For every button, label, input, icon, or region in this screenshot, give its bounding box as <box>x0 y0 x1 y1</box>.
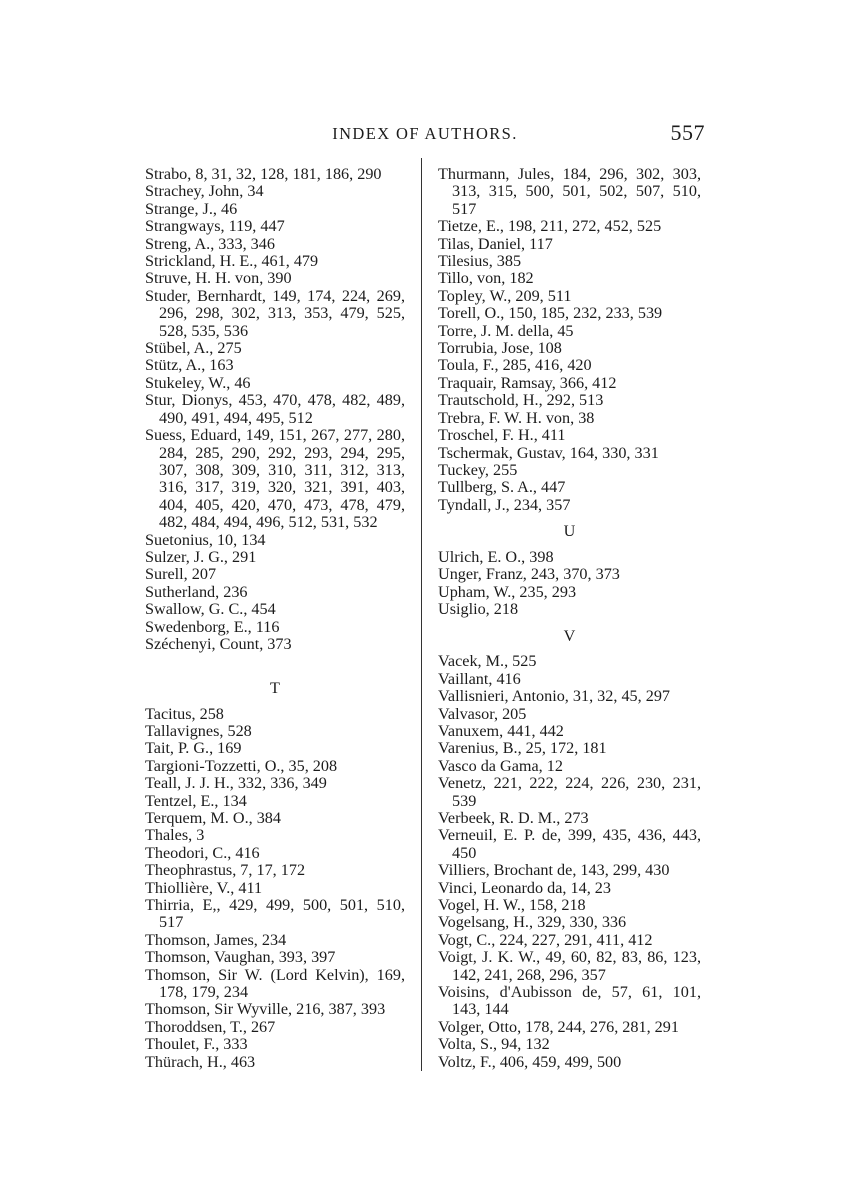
index-entry: Sutherland, 236 <box>145 582 248 601</box>
index-entry: Usiglio, 218 <box>438 600 519 619</box>
running-head <box>145 120 705 150</box>
right-column <box>438 166 701 1071</box>
index-entry: Venetz, 221, 222, 224, 226, 230, 231, 539 <box>438 774 701 810</box>
index-entry: Topley, W., 209, 511 <box>438 286 572 305</box>
index-entry: Swallow, G. C., 454 <box>145 600 276 619</box>
index-entry: Ulrich, E. O., 398 <box>438 547 554 566</box>
index-entry: Thomson, Vaughan, 393, 397 <box>145 948 336 967</box>
index-entry: Thoroddsen, T., 267 <box>145 1017 276 1036</box>
index-entry: Voigt, J. K. W., 49, 60, 82, 83, 86, 123, 142, 241, 268, 296, 357 <box>438 948 701 984</box>
column-divider <box>421 158 422 1071</box>
index-entry: Vasco da Gama, 12 <box>438 756 563 775</box>
index-entry: Thomson, James, 234 <box>145 930 287 949</box>
index-entry: Sulzer, J. G., 291 <box>145 547 257 566</box>
index-entry: Vogel, H. W., 158, 218 <box>438 896 586 915</box>
section-t-entries <box>145 706 405 1072</box>
index-entry: Terquem, M. O., 384 <box>145 809 281 827</box>
index-entry: Torre, J. M. della, 45 <box>438 321 574 340</box>
index-entry: Suetonius, 10, 134 <box>145 530 266 549</box>
index-entry: Surell, 207 <box>145 565 217 584</box>
index-entry: Swedenborg, E., 116 <box>145 617 280 636</box>
index-entry: Vallisnieri, Antonio, 31, 32, 45, 297 <box>438 687 671 706</box>
page-title: INDEX OF AUTHORS. <box>332 124 518 143</box>
index-entry: Streng, A., 333, 346 <box>145 234 275 253</box>
index-entry: Vacek, M., 525 <box>438 652 537 671</box>
index-entry: Theodori, C., 416 <box>145 843 260 862</box>
index-entry: Strabo, 8, 31, 32, 128, 181, 186, 290 <box>145 165 382 183</box>
index-entry: Studer, Bernhardt, 149, 174, 224, 269, 296, 298, 302, 313, 353, 479, 525, 528, 535, 536 <box>145 286 405 340</box>
index-entry: Tuckey, 255 <box>438 460 518 479</box>
index-entry: Tullberg, S. A., 447 <box>438 478 566 497</box>
index-entry: Valvasor, 205 <box>438 704 527 723</box>
index-entry: Thoulet, F., 333 <box>145 1035 248 1054</box>
index-entry: Troschel, F. H., 411 <box>438 426 566 445</box>
index-entry: Vanuxem, 441, 442 <box>438 721 564 740</box>
index-entry: Tallavignes, 528 <box>145 721 252 740</box>
index-entry: Strickland, H. E., 461, 479 <box>145 252 319 271</box>
index-entry: Thurmann, Jules, 184, 296, 302, 303, 313, 315, 500, 501, 502, 507, 510, 517 <box>438 165 701 218</box>
index-entry: Traquair, Ramsay, 366, 412 <box>438 373 617 392</box>
index-entry: Tentzel, E., 134 <box>145 791 247 810</box>
index-entry: Upham, W., 235, 293 <box>438 582 577 601</box>
section-letter-v: V <box>563 626 576 645</box>
index-entry: Széchenyi, Count, 373 <box>145 634 292 653</box>
index-entry: Vogt, C., 224, 227, 291, 411, 412 <box>438 930 653 949</box>
index-entry: Thales, 3 <box>145 826 205 845</box>
index-entry: Volger, Otto, 178, 244, 276, 281, 291 <box>438 1017 679 1036</box>
section-t-continued-entries <box>438 166 701 514</box>
index-entry: Verbeek, R. D. M., 273 <box>438 809 589 827</box>
index-entry: Thomson, Sir W. (Lord Kelvin), 169, 178, 179, 234 <box>145 965 405 1002</box>
index-entry: Targioni-Tozzetti, O., 35, 208 <box>145 756 338 775</box>
section-v-entries <box>438 653 701 1071</box>
section-letter-t: T <box>270 678 280 697</box>
left-column <box>145 166 405 1071</box>
index-entry: Theophrastus, 7, 17, 172 <box>145 861 306 880</box>
index-entry: Teall, J. J. H., 332, 336, 349 <box>145 774 327 793</box>
index-entry: Verneuil, E. P. de, 399, 435, 436, 443, 450 <box>438 826 701 862</box>
index-entry: Thiollière, V., 411 <box>145 878 263 897</box>
section-u-entries <box>438 549 701 619</box>
index-entry: Strange, J., 46 <box>145 199 238 218</box>
index-entry: Tyndall, J., 234, 357 <box>438 495 571 514</box>
index-entry: Torrubia, Jose, 108 <box>438 339 562 358</box>
index-entry: Villiers, Brochant de, 143, 299, 430 <box>438 861 670 880</box>
index-entry: Vinci, Leonardo da, 14, 23 <box>438 878 611 897</box>
index-entry: Toula, F., 285, 416, 420 <box>438 356 592 375</box>
index-entry: Vaillant, 416 <box>438 669 521 688</box>
index-entry: Suess, Eduard, 149, 151, 267, 277, 280, 284, 285, 290, 292, 293, 294, 295, 307, 308, 309, 310, 311, 312, 313, 316, 317, 319, 320, 321, 391, 403, 404, 405, 420, 470, 473, 478, 479, 482, 484, 494, 496, 512, 531, 532 <box>145 426 405 532</box>
index-entry: Strachey, John, 34 <box>145 182 264 201</box>
index-entry: Voisins, d'Aubisson de, 57, 61, 101, 143, 144 <box>438 983 701 1019</box>
index-entry: Tilas, Daniel, 117 <box>438 234 553 253</box>
page-number: 557 <box>670 120 705 145</box>
index-entry: Unger, Franz, 243, 370, 373 <box>438 565 620 584</box>
section-s-entries <box>145 166 405 653</box>
index-entry: Vogelsang, H., 329, 330, 336 <box>438 913 627 932</box>
index-entry: Stur, Dionys, 453, 470, 478, 482, 489, 490, 491, 494, 495, 512 <box>145 391 405 427</box>
index-entry: Thomson, Sir Wyville, 216, 387, 393 <box>145 1000 386 1019</box>
index-entry: Tait, P. G., 169 <box>145 739 242 758</box>
index-entry: Stütz, A., 163 <box>145 356 234 375</box>
index-entry: Thirria, E,, 429, 499, 500, 501, 510, 517 <box>145 896 405 932</box>
index-entry: Tschermak, Gustav, 164, 330, 331 <box>438 443 659 462</box>
index-entry: Tacitus, 258 <box>145 704 224 723</box>
index-entry: Torell, O., 150, 185, 232, 233, 539 <box>438 304 663 323</box>
index-entry: Stukeley, W., 46 <box>145 373 251 392</box>
index-entry: Trautschold, H., 292, 513 <box>438 391 604 410</box>
index-entry: Tilesius, 385 <box>438 252 522 271</box>
index-entry: Strangways, 119, 447 <box>145 217 285 236</box>
index-entry: Stübel, A., 275 <box>145 339 242 358</box>
section-letter-u: U <box>563 522 576 541</box>
section-gap <box>145 653 405 670</box>
index-entry: Volta, S., 94, 132 <box>438 1035 550 1054</box>
index-entry: Struve, H. H. von, 390 <box>145 269 292 288</box>
index-entry: Tillo, von, 182 <box>438 269 534 288</box>
index-entry: Varenius, B., 25, 172, 181 <box>438 739 607 758</box>
index-entry: Voltz, F., 406, 459, 499, 500 <box>438 1052 622 1071</box>
index-entry: Tietze, E., 198, 211, 272, 452, 525 <box>438 217 662 236</box>
index-entry: Thürach, H., 463 <box>145 1052 256 1071</box>
index-entry: Trebra, F. W. H. von, 38 <box>438 408 595 427</box>
